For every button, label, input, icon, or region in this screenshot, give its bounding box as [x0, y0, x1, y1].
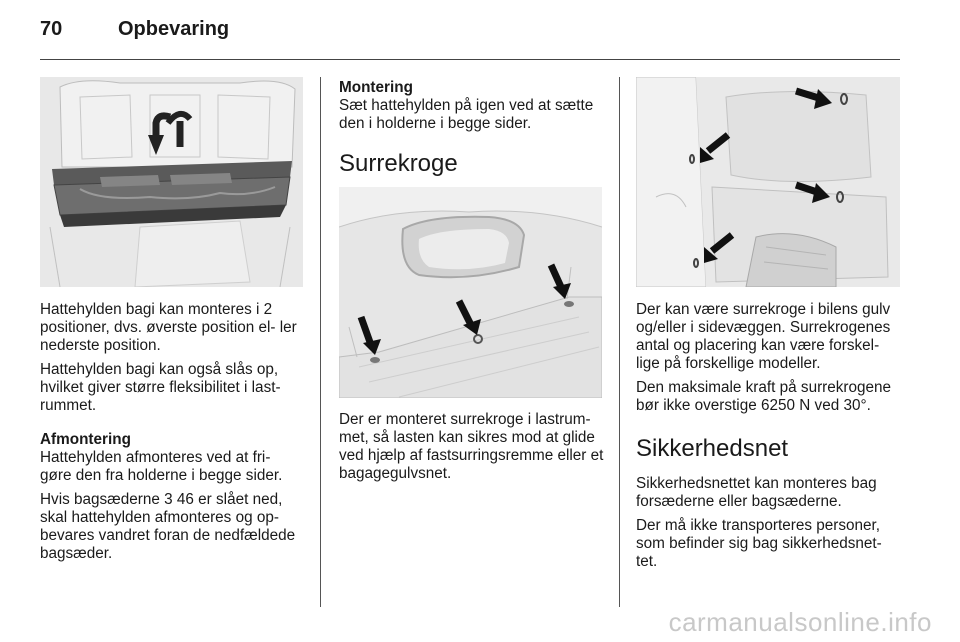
installation-heading: Montering: [339, 79, 413, 96]
header-rule: [40, 59, 900, 60]
rear-seats-text-end: er slået ned, skal hattehylden afmonteres og op‐ bevares vandret foran de nedfældede bagsæder.: [40, 491, 296, 562]
column-divider-1: [320, 77, 321, 607]
safety-net-warning-text: Der må ikke transporteres personer, som befinder sig bag sikkerhedsnet‐ tet.: [636, 517, 882, 570]
page-number: 70: [40, 18, 63, 40]
page-reference-link[interactable]: 3 46: [164, 491, 194, 508]
column-1: [40, 301, 306, 569]
parcel-shelf-illustration: [40, 77, 303, 287]
safety-net-mount-text: Sikkerhedsnettet kan monteres bag forsæderne eller bagsæderne.: [636, 475, 877, 510]
page-title: Opbevaring: [118, 18, 230, 40]
site-watermark: carmanualsonline.info: [668, 607, 932, 637]
lashing-eyes-floor-illustration: [339, 187, 602, 398]
lashing-eyes-location-text: Der kan være surrekroge i bilens gulv og/eller i sidevæggen. Surrekrogenes antal og placering kan være forskel‐ lige på forskellige modeller.: [636, 301, 891, 372]
safety-net-heading: Sikkerhedsnet: [636, 435, 789, 462]
lashing-eyes-heading: Surrekroge: [339, 150, 458, 177]
column-3: [636, 301, 902, 577]
shelf-positions-text: Hattehylden bagi kan monteres i 2 positioner, dvs. øverste position el‐ ler nederste position.: [40, 301, 297, 354]
column-2-section: [339, 150, 604, 178]
installation-text: Sæt hattehylden på igen ved at sætte den i holderne i begge sider.: [339, 97, 594, 132]
shelf-fold-text: Hattehylden bagi kan også slås op, hvilket giver større fleksibilitet i last‐ rummet.: [40, 361, 281, 414]
column-2: [339, 79, 604, 139]
removal-heading: Afmontering: [40, 431, 131, 448]
max-force-text: Den maksimale kraft på surrekrogene bør ikke overstige 6250 N ved 30°.: [636, 379, 892, 414]
lashing-eyes-text: Der er monteret surrekroge i lastrum‐ met, så lasten kan sikres mod at glide ved hjælp af fastsurringsremme eller et bagagegulvsnet.: [339, 411, 604, 482]
column-divider-2: [619, 77, 620, 607]
lashing-eyes-sidewall-illustration: [636, 77, 900, 287]
removal-text: Hattehylden afmonteres ved at fri‐ gøre den fra holderne i begge sider.: [40, 449, 283, 484]
column-2-bottom: [339, 411, 604, 489]
rear-seats-text: [40, 491, 306, 563]
rear-seats-text-start: Hvis bagsæderne: [40, 491, 165, 508]
